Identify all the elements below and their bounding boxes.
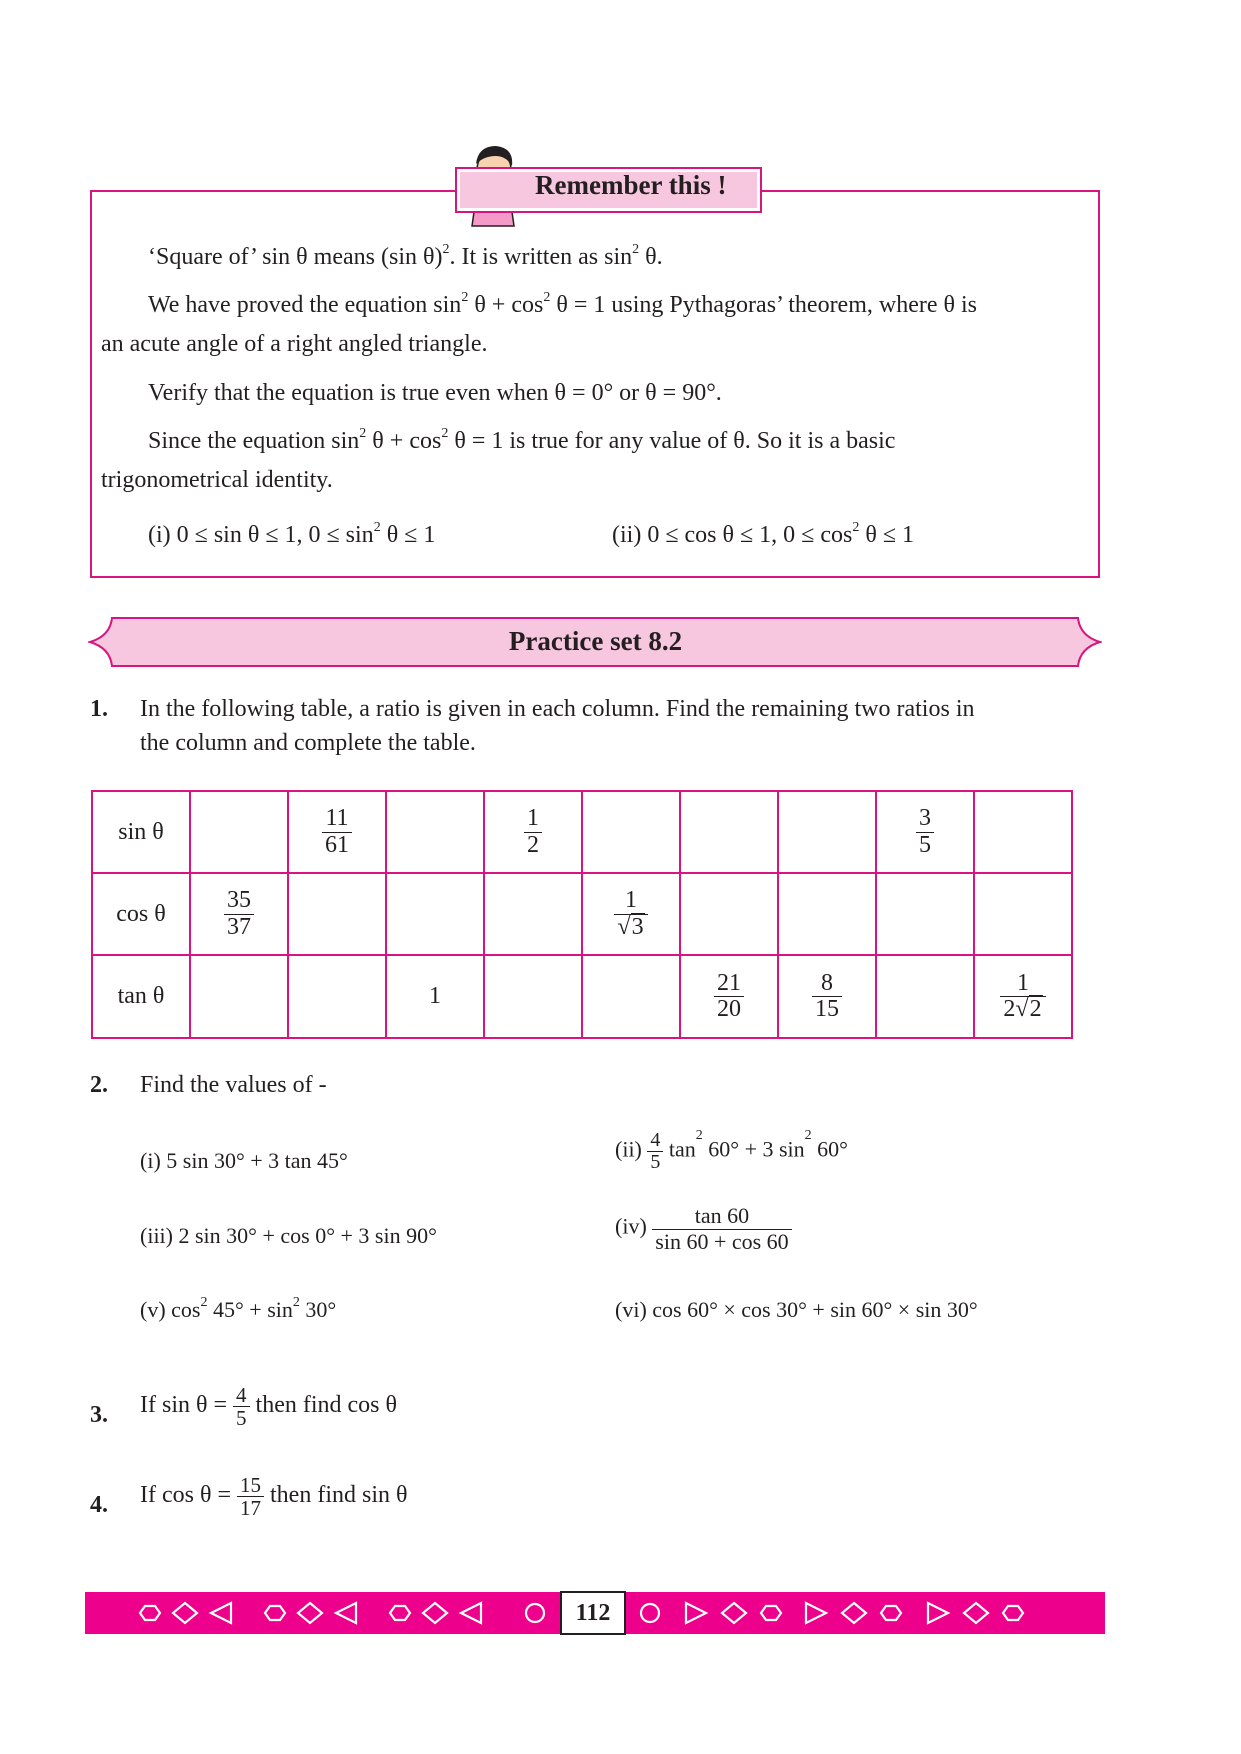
table-cell: $\frac{1}{2√2}$ bbox=[974, 955, 1072, 1038]
remember-line-2: We have proved the equation $\sin^2 \theta + \cos^2 \theta = 1$ using Pythagoras’ theorem, where θ is bbox=[148, 290, 978, 318]
footer-decoration-left bbox=[135, 1598, 550, 1628]
question-4-number: 4. bbox=[90, 1492, 108, 1518]
remember-line-3: Verify that the equation is true even when θ = 0° or θ = 90°. bbox=[148, 380, 722, 406]
question-1-line-2: the column and complete the table. bbox=[140, 730, 476, 756]
remember-line-4: Since the equation $\sin^2 \theta + \cos^2 \theta = 1$ is true for any value of θ. So it is a basic bbox=[148, 426, 896, 454]
table-cell[interactable] bbox=[288, 955, 386, 1038]
question-1-number: 1. bbox=[90, 696, 108, 722]
table-cell[interactable] bbox=[582, 955, 680, 1038]
inequality-sin: (i) 0 ≤ sin θ ≤ 1, $0 \le \sin^2 \theta \le 1$ bbox=[148, 520, 436, 548]
question-2-iii: (iii) 2 sin 30° + cos 0° + 3 sin 90° bbox=[140, 1223, 437, 1248]
inequality-cos: (ii) 0 ≤ cos θ ≤ 1, $0 \le \cos^2 \theta \le 1$ bbox=[612, 520, 914, 548]
table-row-sin bbox=[92, 791, 1072, 873]
table-cell[interactable] bbox=[974, 873, 1072, 955]
question-2-vi: (vi) cos 60° × cos 30° + sin 60° × sin 30° bbox=[615, 1297, 978, 1322]
question-3-number: 3. bbox=[90, 1402, 108, 1428]
table-cell[interactable] bbox=[876, 873, 974, 955]
table-cell[interactable] bbox=[974, 791, 1072, 873]
table-cell[interactable] bbox=[288, 873, 386, 955]
table-cell: $\frac{8}{15}$ bbox=[778, 955, 876, 1038]
table-cell: $\frac{1}{√3}$ bbox=[582, 873, 680, 955]
table-cell[interactable] bbox=[190, 791, 288, 873]
remember-title: Remember this ! bbox=[535, 170, 727, 200]
table-cell: $\frac{35}{37}$ bbox=[190, 873, 288, 955]
table-cell[interactable] bbox=[680, 873, 778, 955]
question-2-v: (v) $\cos^2 45^\circ + \sin^2 30^\circ$ bbox=[140, 1295, 337, 1322]
remember-line-1: ‘Square of’ sin θ means (sin θ)$^2$. It is written as $\sin^2 \theta$. bbox=[148, 242, 663, 270]
ratio-table bbox=[91, 790, 1073, 1039]
footer-decoration-right bbox=[636, 1598, 1051, 1628]
row-label-tan: tan θ bbox=[92, 955, 190, 1038]
question-1-line-1: In the following table, a ratio is given in each column. Find the remaining two ratios in bbox=[140, 696, 975, 722]
table-cell[interactable] bbox=[386, 791, 484, 873]
question-4-text: If cos θ = $\frac{15}{17}$ then find sin θ bbox=[140, 1473, 408, 1521]
remember-line-2-cont: an acute angle of a right angled triangle. bbox=[101, 331, 488, 357]
question-2-ii: (ii) $\frac{4}{5}$ $\tan^2 60^\circ + 3$ $\sin^2 60^\circ$ bbox=[615, 1128, 848, 1173]
question-2-text: Find the values of - bbox=[140, 1072, 327, 1098]
table-cell[interactable] bbox=[778, 873, 876, 955]
table-cell: 1 bbox=[386, 955, 484, 1038]
question-2-i: (i) 5 sin 30° + 3 tan 45° bbox=[140, 1148, 348, 1173]
table-cell[interactable] bbox=[876, 955, 974, 1038]
question-2-iv: (iv) $\frac{\tan 60}{\sin 60 + \cos 60}$ bbox=[615, 1204, 792, 1253]
page-number: 112 bbox=[560, 1591, 626, 1635]
table-cell: $\frac{1}{2}$ bbox=[484, 791, 582, 873]
table-cell: $\frac{21}{20}$ bbox=[680, 955, 778, 1038]
question-2-number: 2. bbox=[90, 1072, 108, 1098]
row-label-sin: sin θ bbox=[92, 791, 190, 873]
table-cell[interactable] bbox=[680, 791, 778, 873]
table-cell[interactable] bbox=[484, 873, 582, 955]
table-cell[interactable] bbox=[484, 955, 582, 1038]
row-label-cos: cos θ bbox=[92, 873, 190, 955]
table-cell: $\frac{11}{61}$ bbox=[288, 791, 386, 873]
table-row-tan bbox=[92, 955, 1072, 1038]
table-cell[interactable] bbox=[778, 791, 876, 873]
question-3-text: If sin θ = $\frac{4}{5}$ then find cos θ bbox=[140, 1383, 397, 1431]
table-cell: $\frac{3}{5}$ bbox=[876, 791, 974, 873]
remember-line-4-cont: trigonometrical identity. bbox=[101, 467, 333, 493]
practice-set-title: Practice set 8.2 bbox=[508, 626, 683, 656]
table-cell[interactable] bbox=[386, 873, 484, 955]
table-cell[interactable] bbox=[190, 955, 288, 1038]
table-cell[interactable] bbox=[582, 791, 680, 873]
table-row-cos bbox=[92, 873, 1072, 955]
